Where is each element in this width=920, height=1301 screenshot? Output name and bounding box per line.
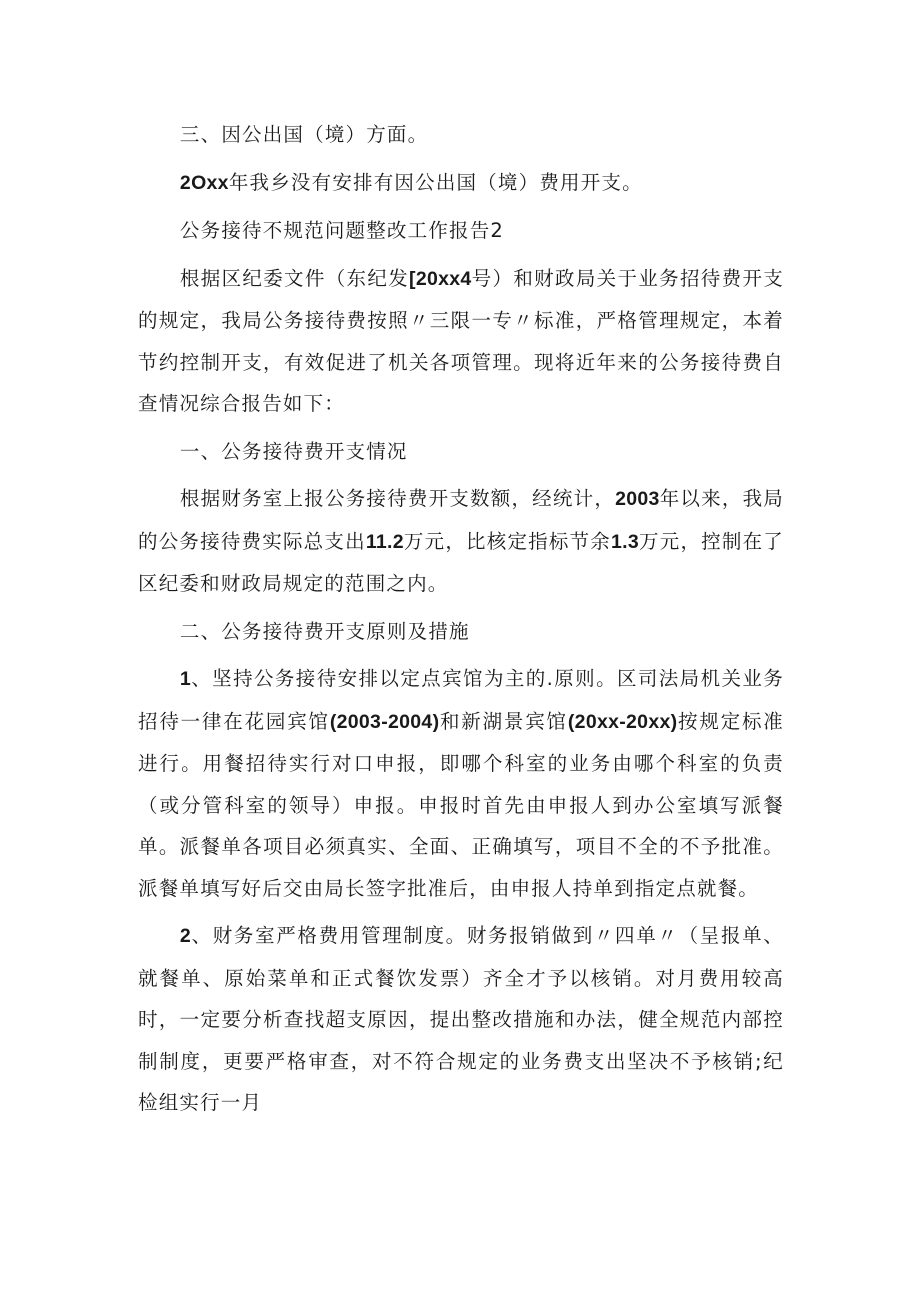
text-run: 、财务室严格费用管理制度。财务报销做到〃四单〃（呈报单、就餐单、原始菜单和正式餐饮发票）齐全才予以核销。对月费用较高时，一定要分析查找超支原因，提出整改措施和办法，健全规范内部控制制度，更要严格审查，对不符合规定的业务费支出坚决不予核销;纪检组实行一月	[138, 924, 784, 1114]
paragraph-measure-2	[138, 915, 784, 1124]
text-run: 公务接待不规范问题整改工作报告2	[179, 219, 505, 242]
section-heading-three	[138, 114, 784, 156]
text-run: 年我乡没有安排有因公出国（境）费用开支。	[228, 170, 643, 194]
section-heading-two	[138, 611, 784, 653]
text-run: 根据区纪委文件（东纪发	[179, 266, 410, 290]
text-run: 、坚持公务接待安排以定点宾馆为主的.原则。区司法局机关业务招待一律在花园宾馆	[138, 667, 784, 733]
bold-number: 2	[179, 925, 192, 947]
bold-number: (20xx-20xx)	[567, 710, 678, 733]
paragraph-no-overseas-trips	[138, 162, 784, 205]
paragraph-measure-1	[138, 658, 784, 909]
text-run: 三、因公出国（境）方面。	[179, 123, 429, 146]
text-run: 一、公务接待费开支情况	[179, 439, 408, 463]
bold-number: (2003-2004)	[329, 710, 440, 733]
bold-number: 2Oxx	[179, 171, 229, 194]
paragraph-intro	[138, 258, 784, 425]
text-run: 二、公务接待费开支原则及措施	[179, 619, 470, 643]
bold-number: [20xx4	[409, 267, 472, 290]
bold-number: 1.3	[611, 530, 640, 553]
bold-number: 2003	[615, 488, 660, 510]
section-heading-one	[138, 431, 784, 473]
text-run: 按规定标准进行。用餐招待实行对口申报，即哪个科室的业务由哪个科室的负责（或分管科室的领导）申报。申报时首先由申报人到办公室填写派餐单。派餐单各项目必须真实、全面、正确填写，项目不全的不予批准。派餐单填写好后交由局长签字批准后，由申报人持单到指定点就餐。	[138, 709, 784, 900]
text-run: 年以来，我局的公务接待费实际总支出	[138, 487, 785, 553]
text-run: 根据财务室上报公务接待费开支数额，经统计，	[179, 487, 616, 510]
text-run: 号）和财政局关于业务招待费开支的规定，我局公务接待费按照〃三限一专〃标准，严格管理规定，本着节约控制开支，有效促进了机关各项管理。现将近年来的公务接待费自查情况综合报告如下：	[138, 266, 784, 415]
text-run: 和新湖景宾馆	[439, 709, 568, 733]
report-title	[138, 210, 784, 252]
paragraph-expense-stats	[138, 478, 784, 605]
bold-number: 11.2	[365, 530, 404, 553]
text-run: 万元，比核定指标节余	[403, 529, 611, 553]
text-run: 万元，控制在了区纪委和财政局规定的范围之内。	[138, 529, 784, 595]
bold-number: 1	[179, 668, 192, 690]
